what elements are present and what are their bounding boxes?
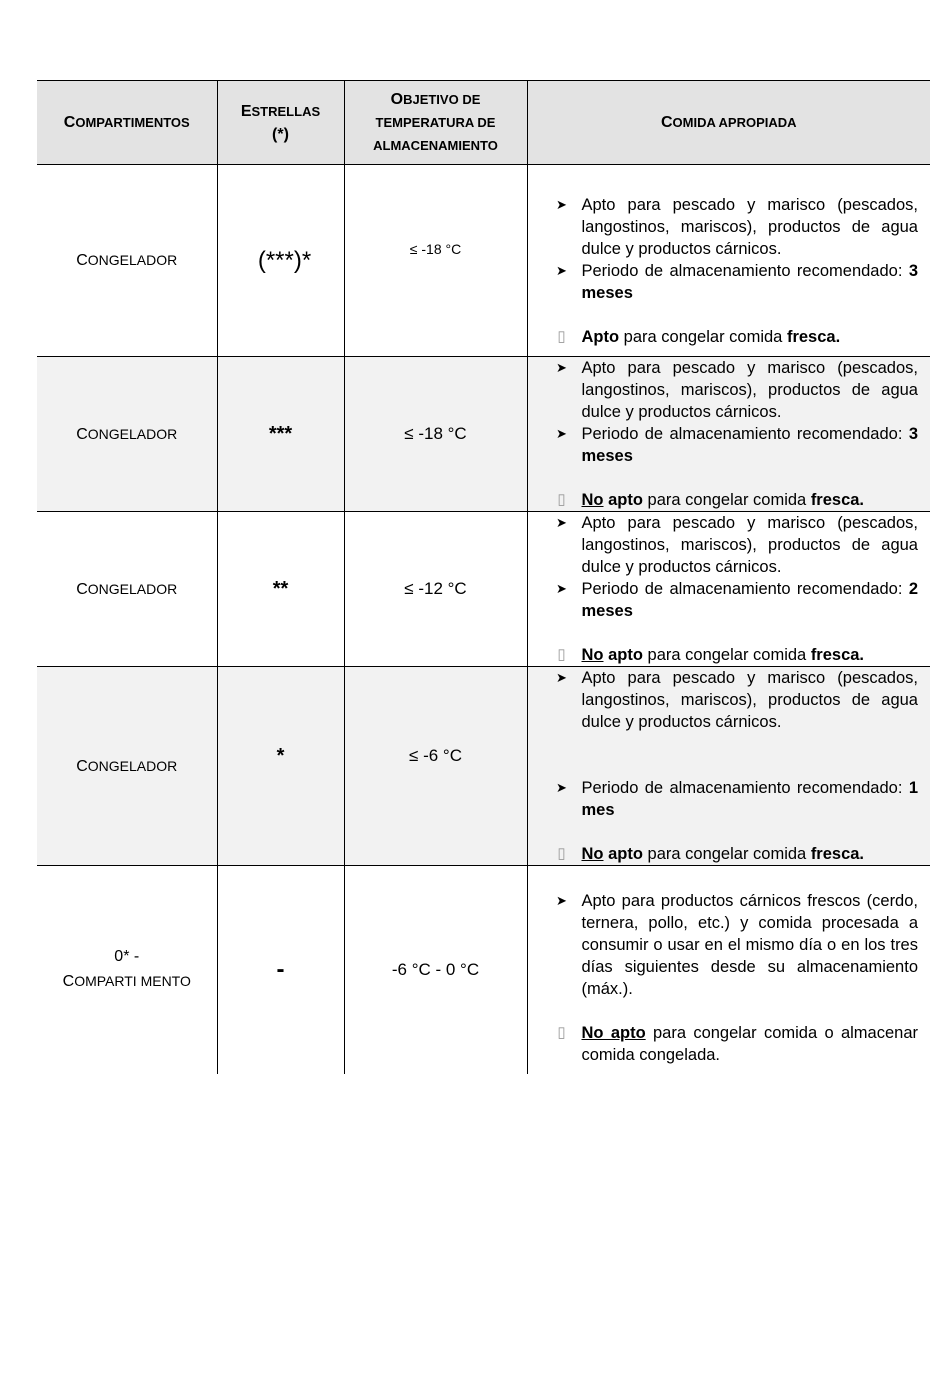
food-bullet: ➤ Apto para productos cárnicos frescos (cerdo, ternera, pollo, etc.) y comida procesada a consumir o usar en el mismo día o en los tres días siguientes desde su almacenamiento (máx.). <box>528 890 931 1000</box>
arrowhead-icon: ➤ <box>556 262 567 278</box>
arrowhead-icon: ➤ <box>556 780 567 795</box>
temp-cell <box>344 512 527 667</box>
freezer-compartment-table <box>37 80 930 1074</box>
food-bullet: ➤ Periodo de almacenamiento recomendado: 2 meses <box>528 578 931 622</box>
book-icon: ▯ <box>557 845 566 862</box>
book-icon: ▯ <box>557 327 566 345</box>
food-bullet: ➤ Periodo de almacenamiento recomendado: 3 meses <box>528 423 931 467</box>
table-row <box>37 512 930 667</box>
stars-value: ** <box>272 577 289 600</box>
freeze-note: ▯ No apto para congelar comida fresca. <box>528 843 931 865</box>
book-icon: ▯ <box>557 491 566 508</box>
table-row <box>37 357 930 512</box>
stars-value: *** <box>268 422 293 445</box>
food-cell <box>527 357 930 512</box>
stars-value: * <box>276 744 285 767</box>
arrowhead-icon: ➤ <box>556 670 567 685</box>
compartment-cell: 0* - COMPARTI MENTO <box>62 948 191 991</box>
table-header-row <box>37 81 930 165</box>
stars-cell <box>217 866 344 1074</box>
arrowhead-icon: ➤ <box>556 426 567 441</box>
arrowhead-icon: ➤ <box>556 515 567 530</box>
header-compartments: COMPARTIMENTOS <box>63 114 190 131</box>
table-row <box>37 866 930 1074</box>
compartment-cell: CONGELADOR <box>76 580 178 598</box>
header-food: COMIDA APROPIADA <box>527 81 930 165</box>
stars-cell <box>217 165 344 357</box>
food-bullet: ➤ Periodo de almacenamiento recomendado: 1 mes <box>528 777 931 821</box>
food-bullet: ➤ Apto para pescado y marisco (pescados, langostinos, mariscos), productos de agua dulce y productos cárnicos. <box>528 667 931 733</box>
food-cell <box>527 165 930 357</box>
header-target-temp: OBJETIVO DE TEMPERATURA DE ALMACENAMIENTO <box>344 81 527 165</box>
book-icon: ▯ <box>557 1023 566 1041</box>
temp-value: ≤ -18 °C <box>409 240 462 257</box>
compartment-cell: CONGELADOR <box>76 252 178 269</box>
stars-cell <box>217 667 344 866</box>
book-icon: ▯ <box>557 646 566 663</box>
freeze-note: ▯ No apto para congelar comida fresca. <box>528 644 931 666</box>
stars-value: - <box>276 955 285 983</box>
table-row <box>37 667 930 866</box>
temp-value: ≤ -6 °C <box>409 746 462 765</box>
temp-cell <box>344 357 527 512</box>
temp-value: ≤ -18 °C <box>404 424 467 443</box>
food-bullet: ➤ Apto para pescado y marisco (pescados, langostinos, mariscos), productos de agua dulce y productos cárnicos. <box>528 357 931 423</box>
arrowhead-icon: ➤ <box>556 196 567 212</box>
compartment-cell: CONGELADOR <box>76 757 178 775</box>
freeze-note: ▯ Apto para congelar comida fresca. <box>528 326 931 348</box>
food-bullet: ➤ Apto para pescado y marisco (pescados, langostinos, mariscos), productos de agua dulce y productos cárnicos. <box>528 194 931 260</box>
food-bullet: ➤ Apto para pescado y marisco (pescados, langostinos, mariscos), productos de agua dulce y productos cárnicos. <box>528 512 931 578</box>
food-cell <box>527 866 930 1074</box>
table-row <box>37 165 930 357</box>
compartment-cell: CONGELADOR <box>76 425 178 443</box>
stars-value: (***)* <box>257 246 312 274</box>
arrowhead-icon: ➤ <box>556 892 567 908</box>
arrowhead-icon: ➤ <box>556 360 567 375</box>
temp-cell <box>344 165 527 357</box>
stars-cell <box>217 357 344 512</box>
temp-value: -6 °C - 0 °C <box>391 959 480 979</box>
stars-cell <box>217 512 344 667</box>
temp-cell <box>344 866 527 1074</box>
food-cell <box>527 512 930 667</box>
food-cell <box>527 667 930 866</box>
freeze-note: ▯ No apto para congelar comida o almacenar comida congelada. <box>528 1022 931 1066</box>
temp-cell <box>344 667 527 866</box>
temp-value: ≤ -12 °C <box>404 579 467 598</box>
header-stars: ESTRELLAS (*) <box>217 81 344 165</box>
freeze-note: ▯ No apto para congelar comida fresca. <box>528 489 931 511</box>
arrowhead-icon: ➤ <box>556 581 567 596</box>
food-bullet: ➤ Periodo de almacenamiento recomendado: 3 meses <box>528 260 931 304</box>
